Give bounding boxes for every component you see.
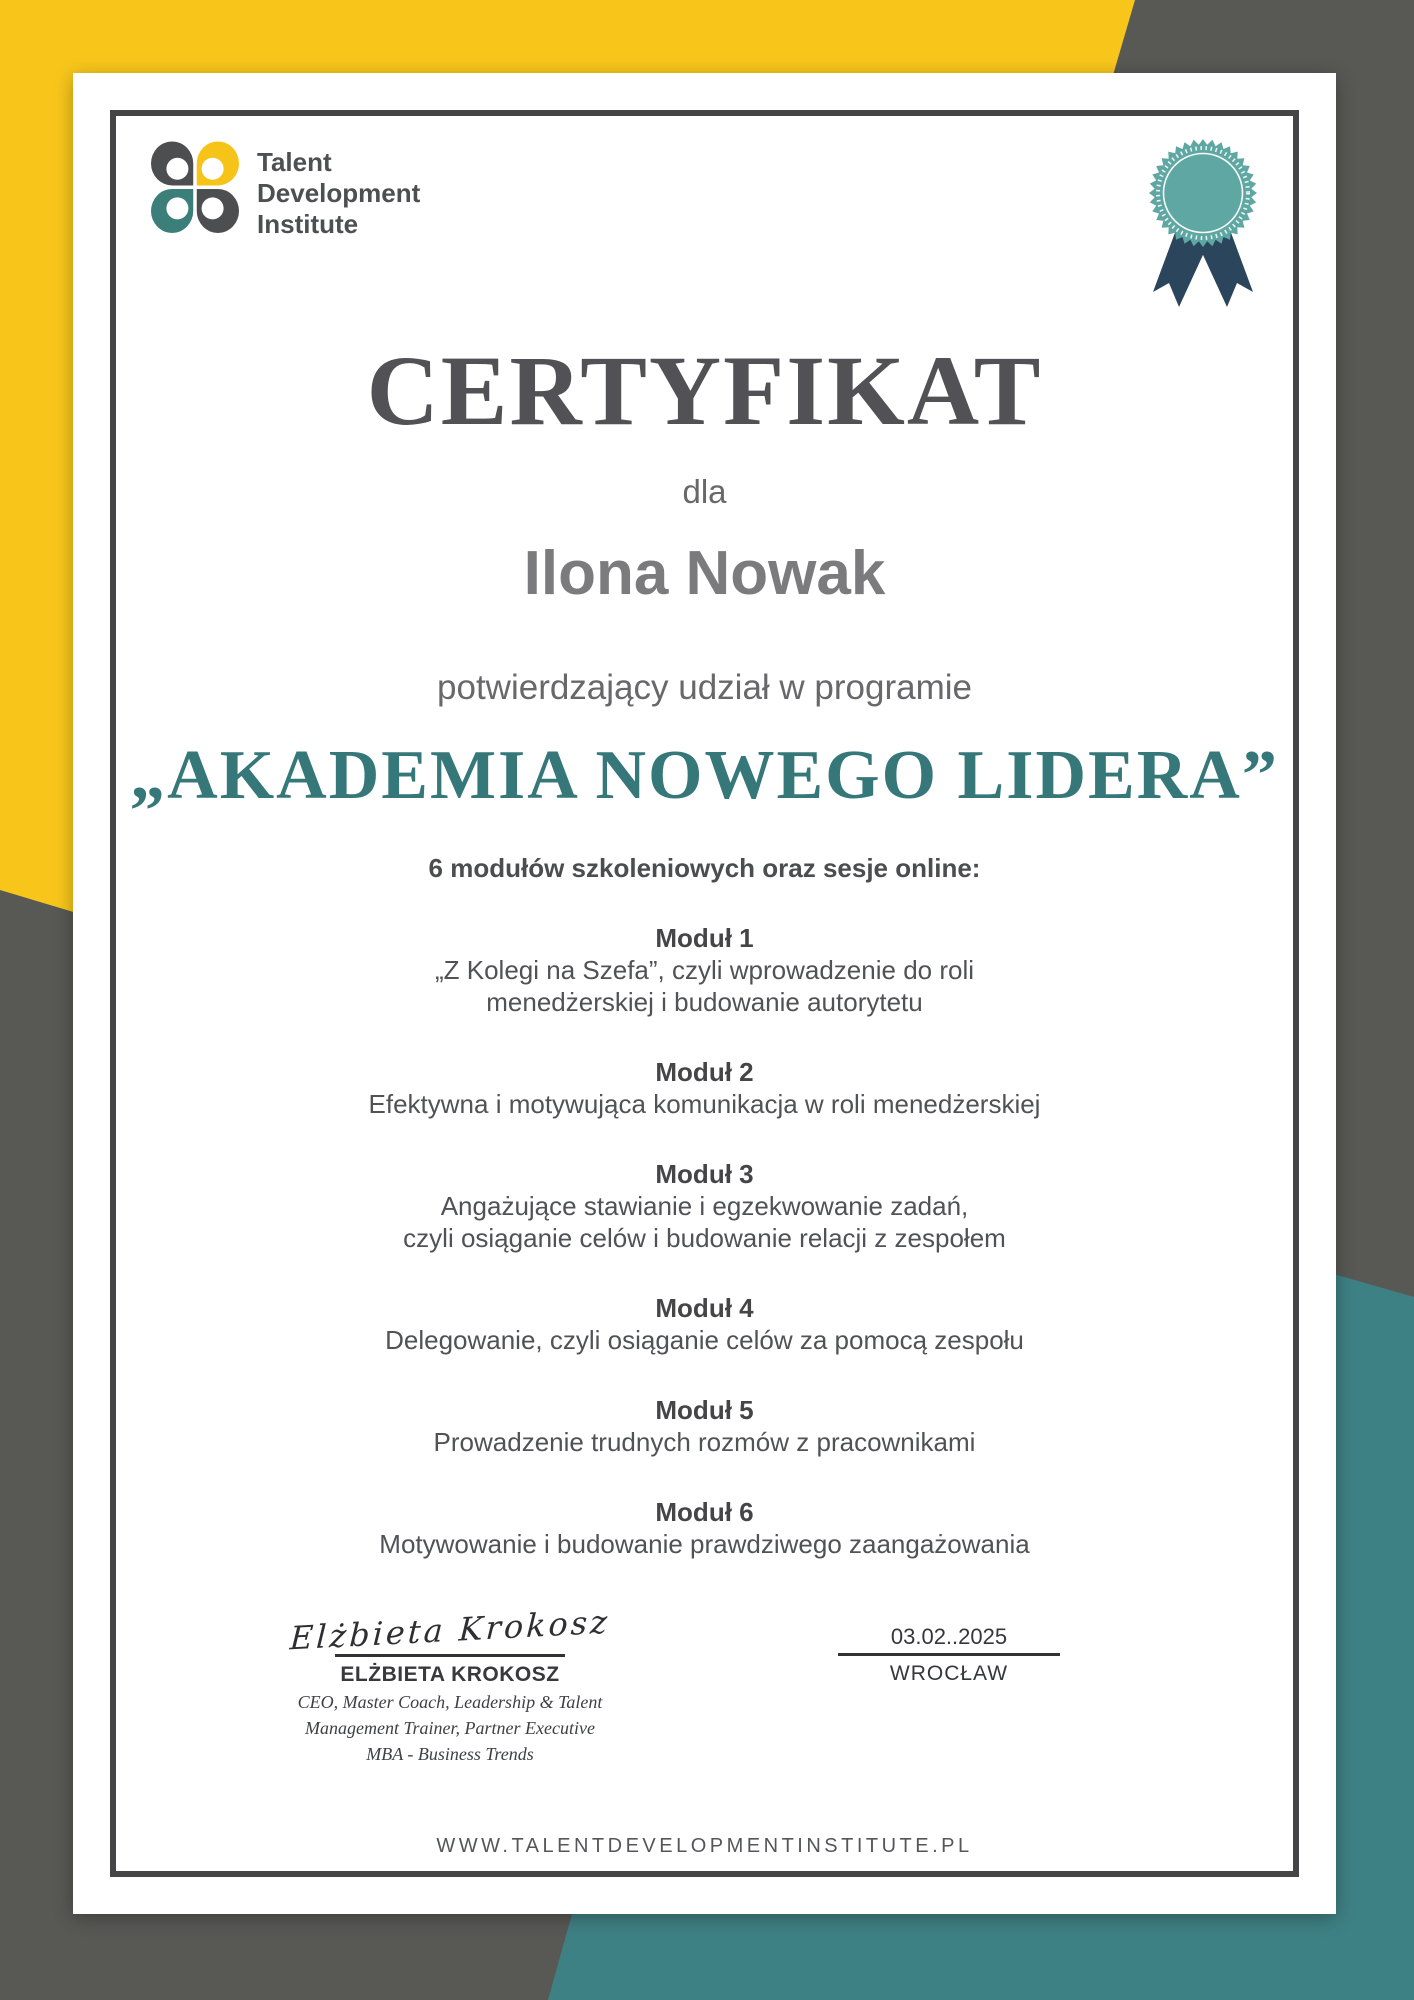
module-line: menedżerskiej i budowanie autorytetu	[486, 987, 923, 1017]
signature-block	[273, 1602, 627, 1767]
date-line	[838, 1653, 1060, 1656]
module-line: Prowadzenie trudnych rozmów z pracownikami	[433, 1427, 976, 1457]
brand-logo-text-line: Development	[257, 178, 421, 208]
module-block	[73, 922, 1336, 1018]
brand-logo-text	[257, 147, 420, 240]
award-ribbon-badge	[1128, 131, 1278, 316]
issue-city: WROCŁAW	[889, 1662, 1009, 1685]
website-footer: WWW.TALENTDEVELOPMENTINSTITUTE.PL	[436, 1835, 973, 1857]
module-label: Moduł 6	[655, 1497, 754, 1527]
module-label: Moduł 4	[655, 1293, 754, 1323]
signer-role	[273, 1689, 627, 1767]
logo-petal-bottom-left	[151, 189, 193, 233]
program-title: „AKADEMIA NOWEGO LIDERA”	[130, 737, 1279, 814]
module-block	[73, 1158, 1336, 1254]
award-rosette-icon	[1128, 131, 1278, 316]
rosette-serrated-edge	[1149, 139, 1257, 247]
module-label: Moduł 1	[655, 923, 754, 953]
signer-name: ELŻBIETA KROKOSZ	[340, 1663, 560, 1686]
signer-role-line: MBA - Business Trends	[366, 1744, 534, 1764]
participation-text: potwierdzający udział w programie	[437, 668, 972, 707]
recipient-name: Ilona Nowak	[523, 539, 886, 608]
signer-role-line: Management Trainer, Partner Executive	[305, 1718, 595, 1738]
program-note: 6 modułów szkoleniowych oraz sesje online:	[428, 853, 981, 883]
module-block	[73, 1394, 1336, 1458]
module-label: Moduł 3	[655, 1159, 754, 1189]
certificate-sheet	[73, 73, 1336, 1914]
brand-logo-mark	[151, 141, 239, 237]
logo-petal-bottom-right	[197, 189, 239, 233]
module-block	[73, 1056, 1336, 1120]
brand-logo-text-line: Talent	[257, 147, 332, 177]
logo-petal-top-left	[151, 141, 193, 185]
for-label: dla	[682, 473, 727, 510]
module-label: Moduł 5	[655, 1395, 754, 1425]
signature-handwriting: Elżbieta Krokosz	[288, 1602, 612, 1658]
module-block	[73, 1292, 1336, 1356]
brand-logo-text-line: Institute	[257, 209, 359, 239]
module-line: Motywowanie i budowanie prawdziwego zaangażowania	[379, 1529, 1030, 1559]
logo-petal-top-right	[197, 141, 239, 185]
module-line: czyli osiąganie celów i budowanie relacji z zespołem	[403, 1223, 1006, 1253]
certificate-title: CERTYFIKAT	[366, 335, 1043, 446]
module-line: Angażujące stawianie i egzekwowanie zadań,	[440, 1191, 969, 1221]
brand-logo	[151, 141, 420, 240]
module-block	[73, 1496, 1336, 1560]
signer-role-line: CEO, Master Coach, Leadership & Talent	[297, 1692, 603, 1712]
issue-block	[819, 1623, 1079, 1687]
module-line: „Z Kolegi na Szefa”, czyli wprowadzenie do roli	[434, 955, 975, 985]
module-line: Delegowanie, czyli osiąganie celów za pomocą zespołu	[385, 1325, 1024, 1355]
module-line: Efektywna i motywująca komunikacja w roli menedżerskiej	[368, 1089, 1041, 1119]
issue-date: 03.02..2025	[890, 1624, 1008, 1649]
modules-list	[73, 922, 1336, 1598]
module-label: Moduł 2	[655, 1057, 754, 1087]
